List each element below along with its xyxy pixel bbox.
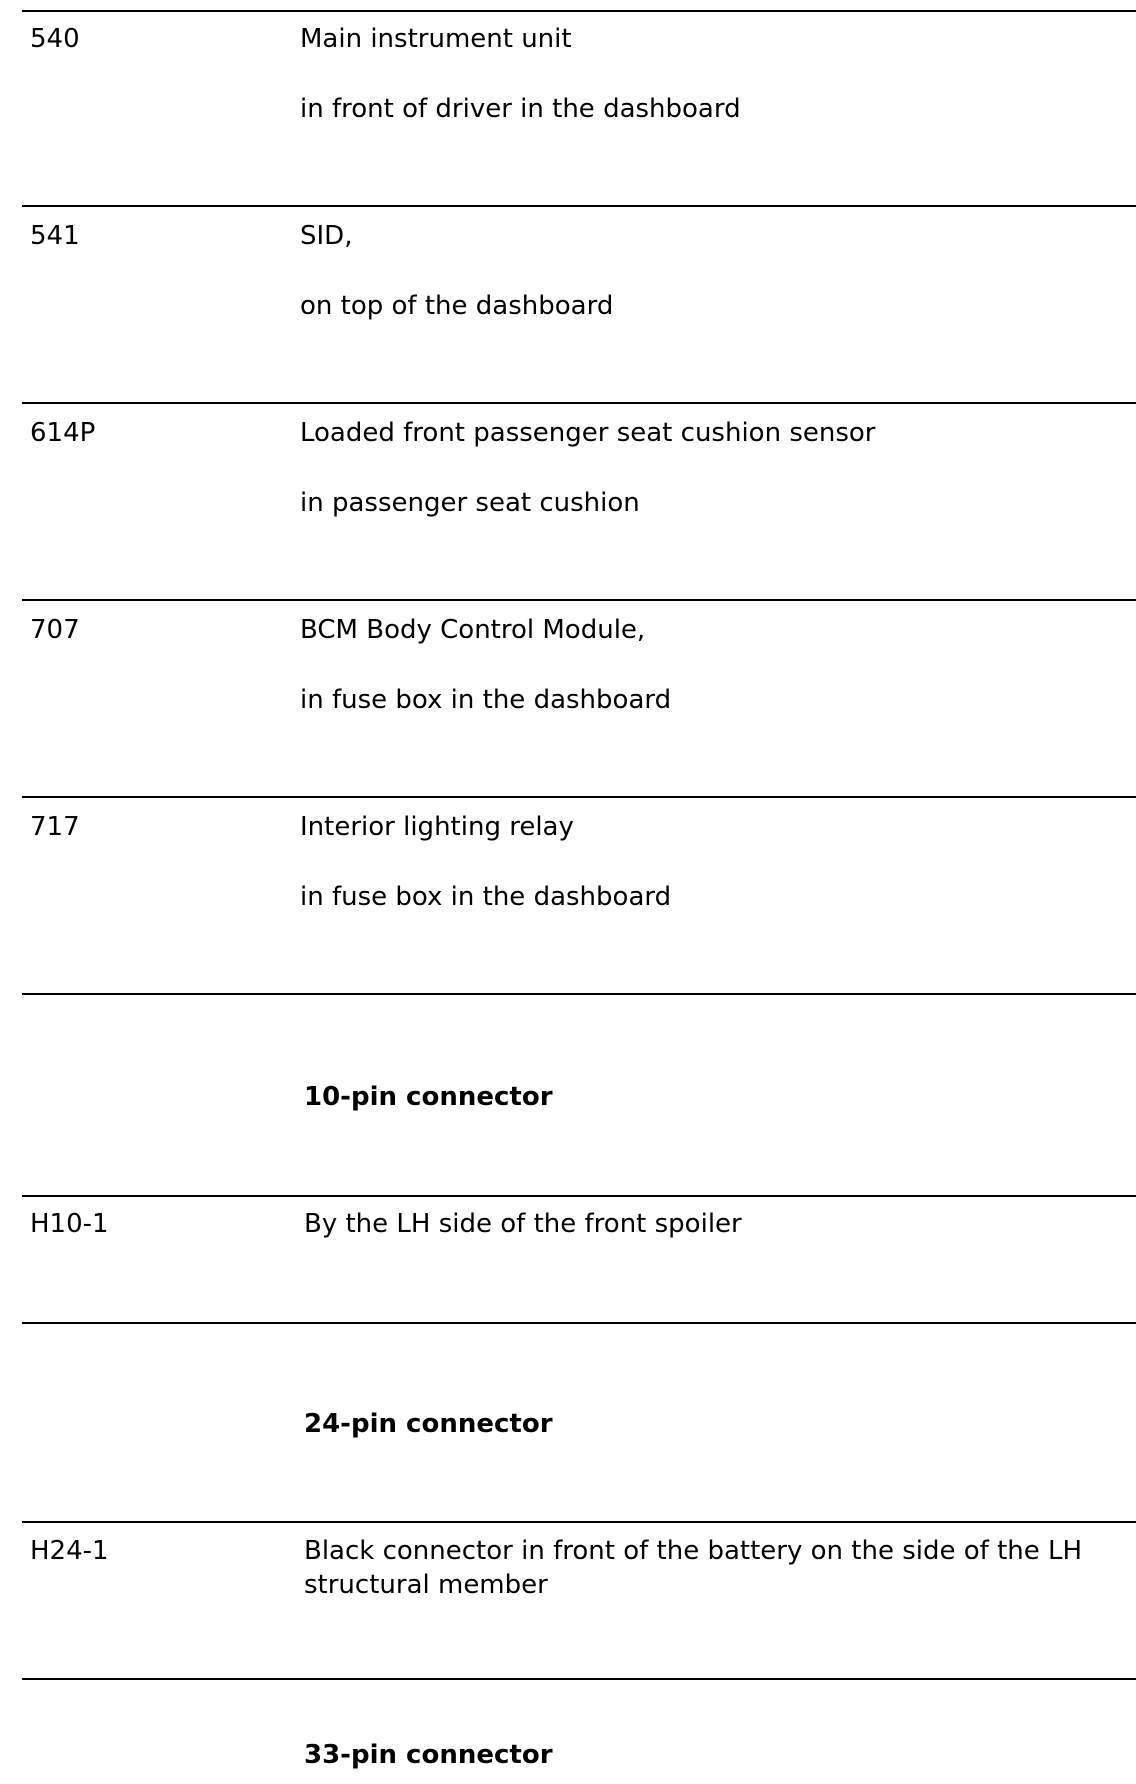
table-rule bbox=[22, 1678, 1136, 1680]
component-code: 540 bbox=[30, 24, 80, 54]
section-heading: 33-pin connector bbox=[304, 1740, 553, 1770]
table-rule bbox=[22, 10, 1136, 12]
table-rule bbox=[22, 993, 1136, 995]
section-heading: 24-pin connector bbox=[304, 1409, 553, 1439]
component-title: SID, bbox=[300, 221, 353, 251]
table-rule bbox=[22, 1195, 1136, 1197]
component-title: Loaded front passenger seat cushion sensor bbox=[300, 418, 876, 448]
component-title: Main instrument unit bbox=[300, 24, 572, 54]
table-rule bbox=[22, 1322, 1136, 1324]
table-rule bbox=[22, 205, 1136, 207]
table-rule bbox=[22, 599, 1136, 601]
section-heading: 10-pin connector bbox=[304, 1082, 553, 1112]
connector-code: H24-1 bbox=[30, 1536, 109, 1566]
component-location: on top of the dashboard bbox=[300, 291, 614, 321]
component-title: BCM Body Control Module, bbox=[300, 615, 646, 645]
component-location: in fuse box in the dashboard bbox=[300, 882, 672, 912]
component-title: Interior lighting relay bbox=[300, 812, 574, 842]
table-rule bbox=[22, 1521, 1136, 1523]
connector-code: H10-1 bbox=[30, 1209, 109, 1239]
table-rule bbox=[22, 796, 1136, 798]
component-code: 614P bbox=[30, 418, 96, 448]
table-rule bbox=[22, 402, 1136, 404]
component-code: 717 bbox=[30, 812, 80, 842]
component-code: 707 bbox=[30, 615, 80, 645]
component-code: 541 bbox=[30, 221, 80, 251]
connector-description: By the LH side of the front spoiler bbox=[304, 1209, 742, 1239]
component-location: in passenger seat cushion bbox=[300, 488, 640, 518]
component-location: in front of driver in the dashboard bbox=[300, 94, 741, 124]
connector-description: Black connector in front of the battery on the side of the LH structural member bbox=[304, 1536, 1083, 1600]
component-location: in fuse box in the dashboard bbox=[300, 685, 672, 715]
